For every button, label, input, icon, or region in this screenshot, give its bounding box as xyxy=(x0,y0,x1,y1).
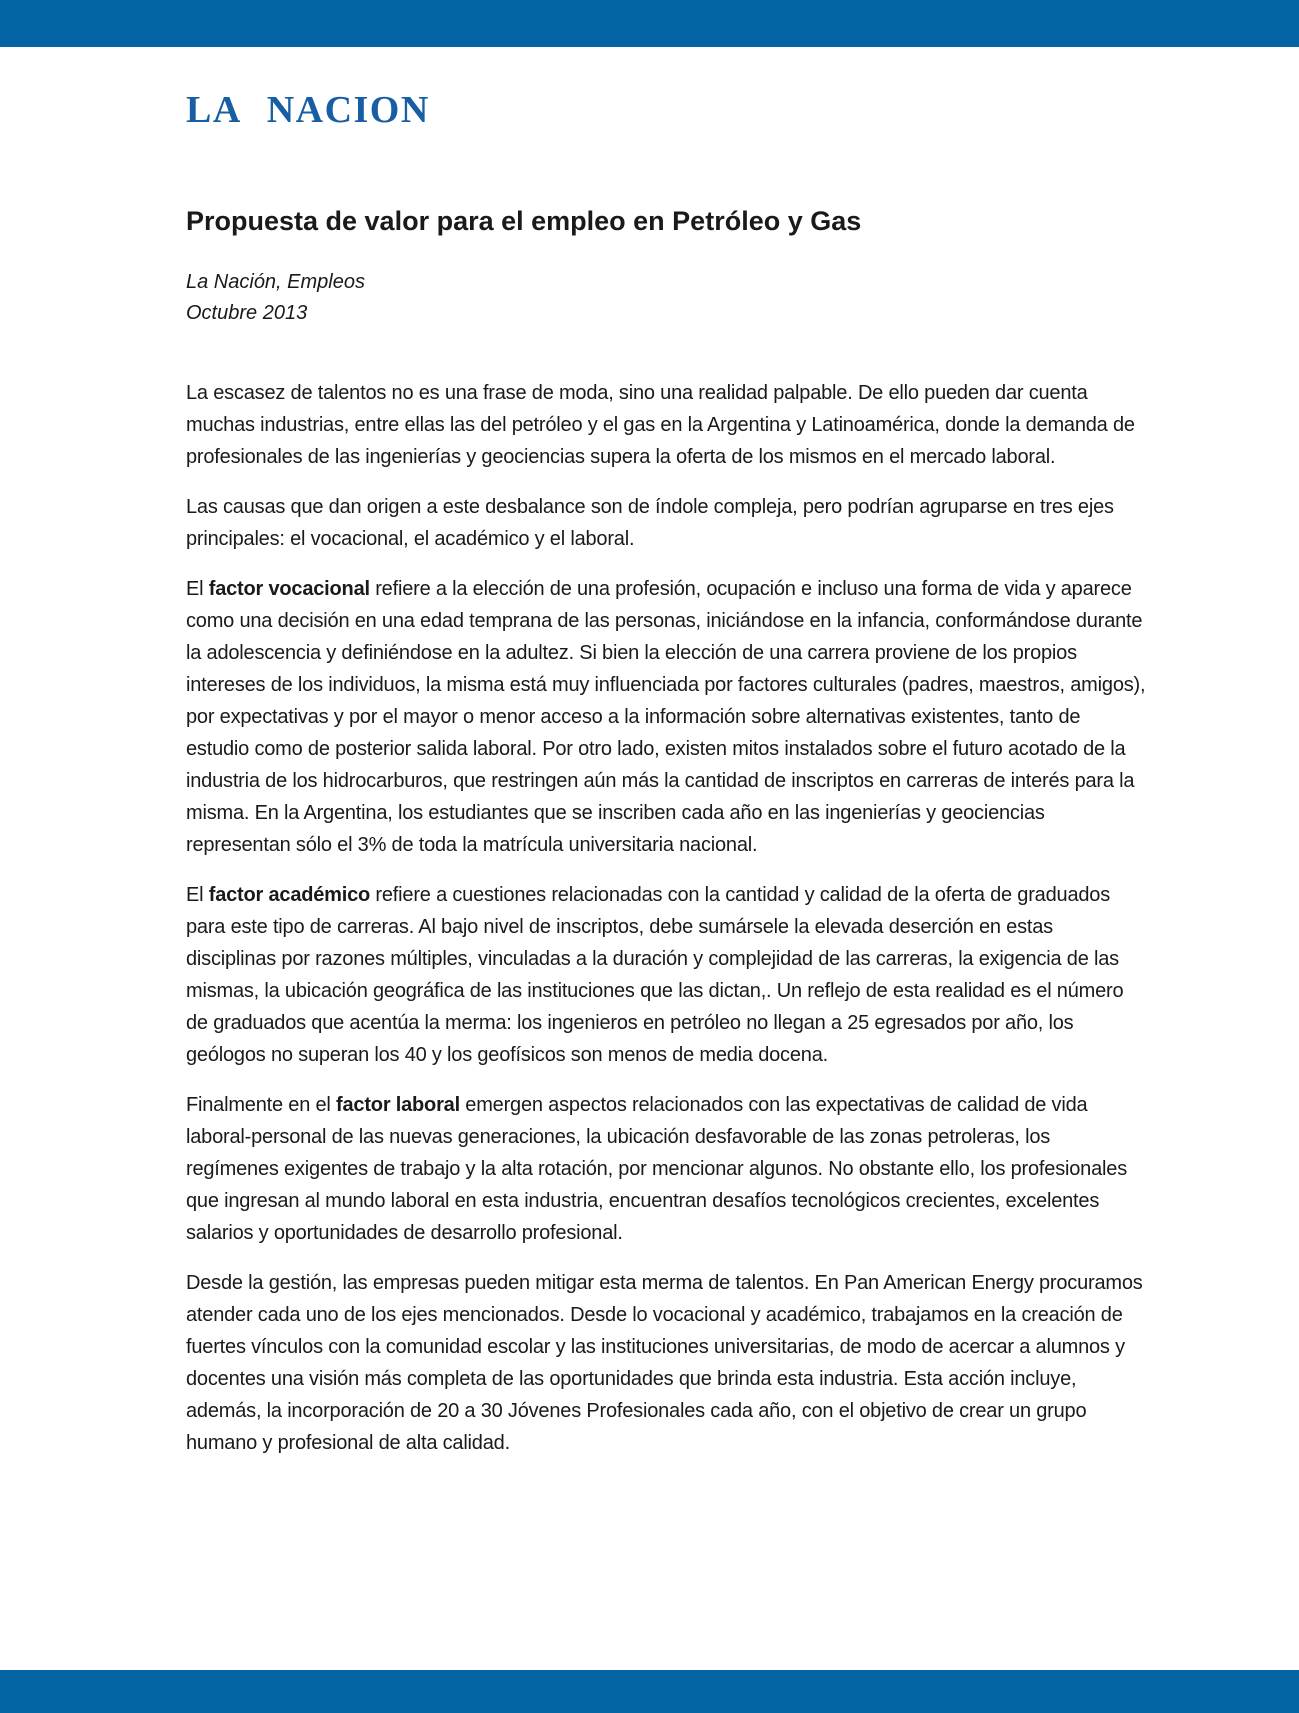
text-run: refiere a la elección de una profesión, ocupación e incluso una forma de vida y aparece como una decisión en una edad temprana de las personas, iniciándose en la infancia, conformándose durante la adolescencia y definiéndose en la adultez. Si bien la elección de una carrera proviene de los propios intereses de los individuos, la misma está muy influenciada por factores culturales (padres, maestros, amigos), por expectativas y por el mayor o menor acceso a la información sobre alternativas existentes, tanto de estudio como de posterior salida laboral. Por otro lado, existen mitos instalados sobre el futuro acotado de la industria de los hidrocarburos, que restringen aún más la cantidad de inscriptos en carreras de interés para la misma. En la Argentina, los estudiantes que se inscriben cada año en las ingenierías y geociencias representan sólo el 3% de toda la matrícula universitaria nacional. xyxy=(186,578,1146,856)
la-nacion-logo: LA NACION xyxy=(186,89,430,131)
text-run: Desde la gestión, las empresas pueden mitigar esta merma de talentos. En Pan American Energy procuramos atender cada uno de los ejes mencionados. Desde lo vocacional y académico, trabajamos en la creación de fuertes vínculos con la comunidad escolar y las instituciones universitarias, de modo de acercar a alumnos y docentes una visión más completa de las oportunidades que brinda esta industria. Esta acción incluye, además, la incorporación de 20 a 30 Jóvenes Profesionales cada año, con el objetivo de crear un grupo humano y profesional de alta calidad. xyxy=(186,1272,1143,1454)
text-run: refiere a cuestiones relacionadas con la cantidad y calidad de la oferta de graduados para este tipo de carreras. Al bajo nivel de inscriptos, debe sumársele la elevada deserción en estas disciplinas por razones múltiples, vinculadas a la duración y complejidad de las carreras, la exigencia de las mismas, la ubicación geográfica de las instituciones que las dictan,. Un reflejo de esta realidad es el número de graduados que acentúa la merma: los ingenieros en petróleo no llegan a 25 egresados por año, los geólogos no superan los 40 y los geofísicos son menos de media docena. xyxy=(186,884,1124,1066)
text-run: El xyxy=(186,578,209,600)
article-meta xyxy=(186,267,1146,329)
text-run: Finalmente en el xyxy=(186,1094,337,1116)
article-title: Propuesta de valor para el empleo en Petróleo y Gas xyxy=(186,206,862,236)
bold-text-run: factor académico xyxy=(208,884,371,906)
document-content xyxy=(186,0,1146,1477)
text-run: Las causas que dan origen a este desbalance son de índole compleja, pero podrían agruparse en tres ejes principales: el vocacional, el académico y el laboral. xyxy=(186,496,1114,550)
article-date: Octubre 2013 xyxy=(186,302,308,324)
article-body xyxy=(186,377,1146,1459)
paragraph xyxy=(186,377,1146,473)
text-run: La escasez de talentos no es una frase de moda, sino una realidad palpable. De ello pueden dar cuenta muchas industrias, entre ellas las del petróleo y el gas en la Argentina y Latinoamérica, donde la demanda de profesionales de las ingenierías y geociencias supera la oferta de los mismos en el mercado laboral. xyxy=(186,382,1135,468)
paragraph xyxy=(186,879,1146,1071)
bottom-banner-bar xyxy=(0,1670,1299,1713)
paragraph xyxy=(186,1089,1146,1249)
bold-text-run: factor laboral xyxy=(336,1094,460,1116)
paragraph xyxy=(186,573,1146,861)
article-source: La Nación, Empleos xyxy=(186,271,365,293)
text-run: El xyxy=(186,884,209,906)
paragraph xyxy=(186,1267,1146,1459)
text-run: emergen aspectos relacionados con las expectativas de calidad de vida laboral-personal de las nuevas generaciones, la ubicación desfavorable de las zonas petroleras, los regímenes exigentes de trabajo y la alta rotación, por mencionar algunos. No obstante ello, los profesionales que ingresan al mundo laboral en esta industria, encuentran desafíos tecnológicos crecientes, excelentes salarios y oportunidades de desarrollo profesional. xyxy=(186,1094,1127,1244)
bold-text-run: factor vocacional xyxy=(208,578,370,600)
paragraph xyxy=(186,491,1146,555)
